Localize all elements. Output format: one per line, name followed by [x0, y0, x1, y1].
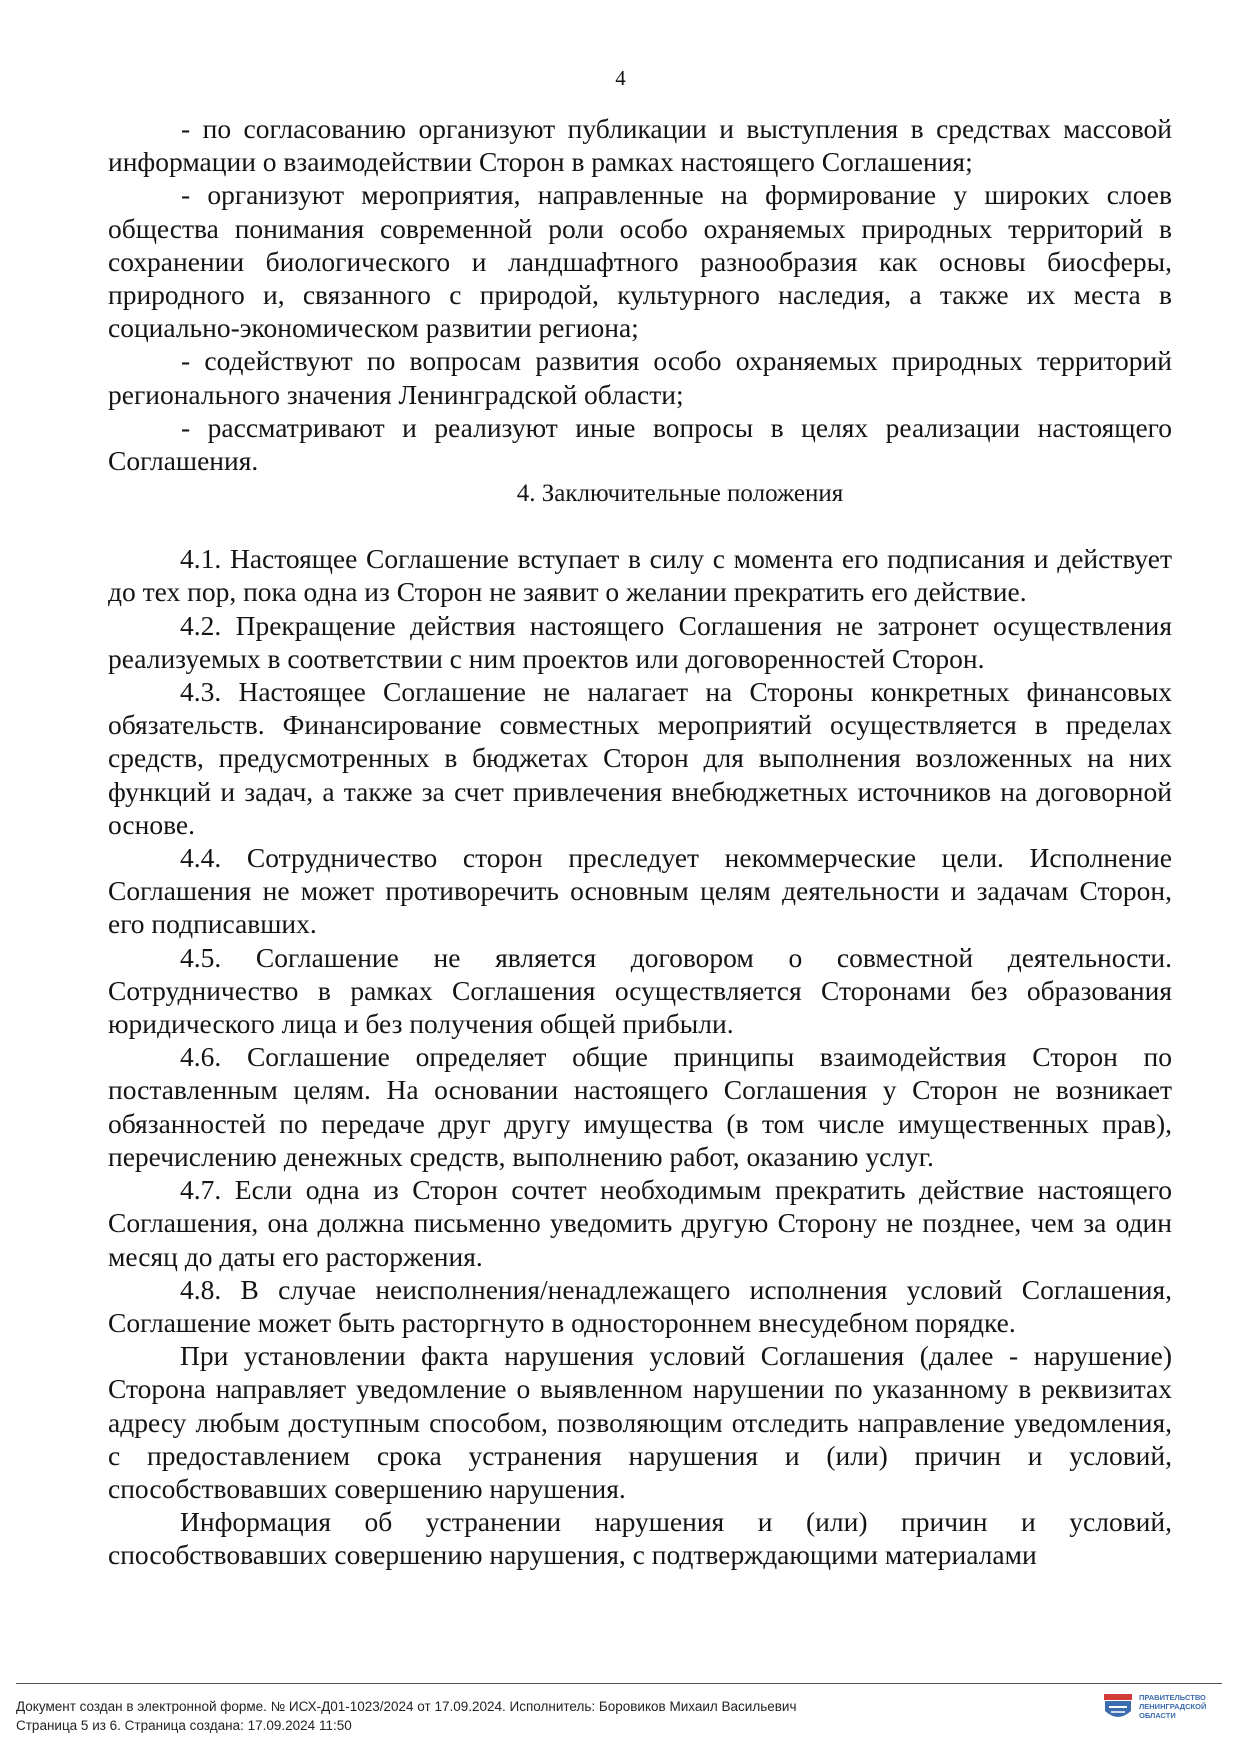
paragraph-events: - организуют мероприятия, направленные на формирование у широких слоев общества понимания современной роли особо охраняемых природных территорий в сохранении биологического и ландшафтного разнообразия как основы биосферы, природного и, связанного с природой, культурного наследия, а также их места в социально-экономическом развитии региона;	[108, 179, 1172, 344]
footer-divider	[16, 1683, 1222, 1684]
logo-text: ПРАВИТЕЛЬСТВО ЛЕНИНГРАДСКОЙ ОБЛАСТИ	[1139, 1693, 1207, 1720]
clause-4-7: 4.7. Если одна из Сторон сочтет необходимым прекратить действие настоящего Соглашения, она должна письменно уведомить другую Сторону не позднее, чем за один месяц до даты его расторжения.	[108, 1174, 1172, 1272]
paragraph-development: - содействуют по вопросам развития особо охраняемых природных территорий регионального значения Ленинградской области;	[108, 345, 1172, 410]
footer-stamp	[16, 1697, 797, 1735]
paragraph-other-issues: - рассматривают и реализуют иные вопросы в целях реализации настоящего Соглашения.	[108, 411, 1172, 477]
clause-4-8: 4.8. В случае неисполнения/ненадлежащего исполнения условий Соглашения, Соглашение может быть расторгнуто в одностороннем внесудебном порядке.	[108, 1273, 1172, 1338]
emblem-icon	[1103, 1693, 1133, 1721]
paragraph-violation-notice: При установлении факта нарушения условий Соглашения (далее - нарушение) Сторона направляет уведомление о выявленном нарушении по указанному в реквизитах адресу любым доступным способом, позволяющим отследить направление уведомления, с предоставлением срока устранения нарушения и (или) причин и условий, способствовавших совершению нарушения.	[108, 1340, 1172, 1504]
page-number: 4	[615, 66, 626, 90]
clause-4-2: 4.2. Прекращение действия настоящего Соглашения не затронет осуществления реализуемых в соответствии с ним проектов или договоренностей Сторон.	[108, 609, 1172, 674]
paragraph-media-publications: - по согласованию организуют публикации и выступления в средствах массовой информации о взаимодействии Сторон в рамках настоящего Соглашения;	[108, 113, 1172, 178]
clause-4-4: 4.4. Сотрудничество сторон преследует некоммерческие цели. Исполнение Соглашения не может противоречить основным целям деятельности и задачам Сторон, его подписавших.	[108, 842, 1172, 940]
clause-4-6: 4.6. Соглашение определяет общие принципы взаимодействия Сторон по поставленным целям. На основании настоящего Соглашения у Сторон не возникает обязанностей по передаче друг другу имущества (в том числе имущественных прав), перечислению денежных средств, выполнению работ, оказанию услуг.	[108, 1041, 1172, 1172]
clause-4-5: 4.5. Соглашение не является договором о совместной деятельности. Сотрудничество в рамках Соглашения осуществляется Сторонами без образования юридического лица и без получения общей прибыли.	[108, 941, 1172, 1040]
footer-page-info: Страница 5 из 6. Страница создана: 17.09.2024 11:50	[16, 1718, 352, 1733]
section-title: 4. Заключительные положения	[516, 480, 844, 508]
clause-4-1: 4.1. Настоящее Соглашение вступает в силу с момента его подписания и действует до тех пор, пока одна из Сторон не заявит о желании прекратить его действие.	[108, 543, 1172, 608]
document-body	[108, 112, 1172, 1572]
government-logo	[1103, 1693, 1219, 1721]
clause-4-3: 4.3. Настоящее Соглашение не налагает на Стороны конкретных финансовых обязательств. Финансирование совместных мероприятий осуществляется в пределах средств, предусмотренных в бюджетах Сторон для выполнения возложенных на них функций и задач, а также за счет привлечения внебюджетных источников на договорной основе.	[108, 676, 1172, 840]
footer-document-info: Документ создан в электронной форме. № ИСХ-Д01-1023/2024 от 17.09.2024. Исполнитель: Боровиков Михаил Васильевич	[16, 1699, 797, 1714]
paragraph-violation-info: Информация об устранении нарушения и (или) причин и условий, способствовавших совершению нарушения, с подтверждающими материалами	[108, 1506, 1172, 1571]
